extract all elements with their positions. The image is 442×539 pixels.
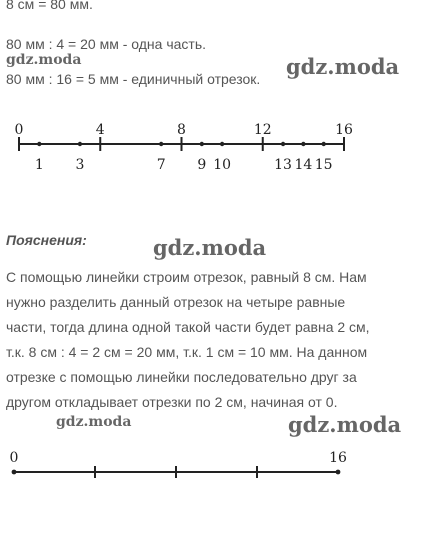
number-line-1 <box>0 112 442 177</box>
point-label: 10 <box>213 157 232 173</box>
number-line-2 <box>0 444 442 489</box>
watermark: gdz.moda <box>288 412 402 437</box>
end-point <box>12 470 17 475</box>
solution-line-3: 80 мм : 16 = 5 мм - единичный отрезок. <box>6 71 261 87</box>
point-label: 15 <box>314 157 333 173</box>
watermark: gdz.moda <box>286 54 400 79</box>
explanation-line: части, тогда длина одной такой части будет равна 2 см, <box>6 319 370 335</box>
tick-label: 0 <box>14 122 24 138</box>
watermark: gdz.moda <box>6 52 82 68</box>
tick-label: 8 <box>177 122 186 138</box>
point-label: 14 <box>294 157 313 173</box>
solution-line-1: 8 см = 80 мм. <box>6 0 93 12</box>
watermark: gdz.moda <box>153 235 267 260</box>
explanation-line: отрезке с помощью линейки последовательно друг за <box>6 369 357 385</box>
tick-label: 0 <box>9 450 19 466</box>
explanation-line: т.к. 8 см : 4 = 2 см = 20 мм, т.к. 1 см = 10 мм. На данном <box>6 344 368 360</box>
explanation-body <box>6 265 434 415</box>
point-label: 3 <box>75 157 85 173</box>
tick-label: 4 <box>95 122 105 138</box>
point-mark <box>37 142 41 146</box>
tick-label: 16 <box>329 450 347 466</box>
point-label: 9 <box>197 157 207 173</box>
explanation-line: нужно разделить данный отрезок на четыре равные <box>6 294 346 310</box>
watermark: gdz.moda <box>56 414 132 430</box>
tick-label: 12 <box>253 122 272 138</box>
explanation-line: другом откладывает отрезки по 2 см, начиная от 0. <box>6 394 338 410</box>
point-label: 13 <box>274 157 292 173</box>
point-label: 7 <box>156 157 166 173</box>
point-mark <box>301 142 305 146</box>
point-mark <box>220 142 224 146</box>
tick-label: 16 <box>335 122 353 138</box>
explanation-line: С помощью линейки строим отрезок, равный 8 см. Нам <box>6 269 367 285</box>
point-mark <box>281 142 285 146</box>
point-mark <box>159 142 163 146</box>
point-mark <box>321 142 325 146</box>
point-mark <box>200 142 204 146</box>
end-point <box>336 470 341 475</box>
explanation-title: Пояснения: <box>6 232 87 248</box>
point-label: 1 <box>34 157 44 173</box>
solution-line-2: 80 мм : 4 = 20 мм - одна часть. <box>6 36 207 52</box>
point-mark <box>78 142 82 146</box>
